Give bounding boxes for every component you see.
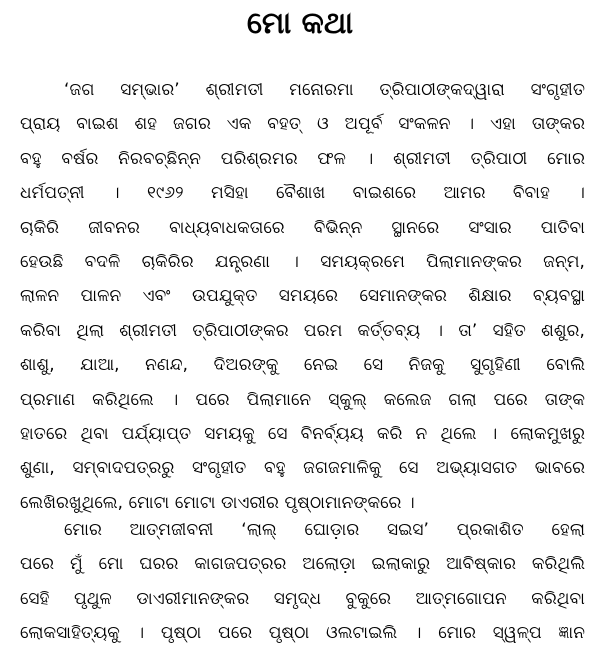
text-line: ଶୁଣା, ସମ୍ବାଦପତ୍ରରୁ ସଂଗୃହୀତ ବହୁ ଜଗଜମାଳିକୁ ସେ ଅଭ୍ୟାସଗତ ଭାବରେ — [20, 457, 585, 478]
text-line: ଲୋକସାହିତ୍ୟକୁ । ପୃଷ୍ଠା ପରେ ପୃଷ୍ଠା ଓଲଟାଇଲି । ମୋର ସ୍ୱଳ୍ପ ଜ୍ଞାନ — [20, 622, 585, 643]
text-line: ଲେଖିରଖୁଥିଲେ, ମୋଟା ମୋଟା ଡାଏରୀର ପୃଷ୍ଠାମାନଙ୍କରେ । — [20, 491, 415, 512]
text-line: ମୋର ଆତ୍ମଜୀବନୀ ‘ଲାଲ୍ ଘୋଡ଼ାର ସଇସ’ ପ୍ରକାଶିତ ହେଲା — [64, 519, 585, 539]
paragraph-1 — [20, 72, 585, 519]
text-line: ବହୁ ବର୍ଷର ନିରବଚ୍ଛିନ୍ନ ପରିଶ୍ରମର ଫଳ । ଶ୍ରୀମତୀ ତ୍ରିପାଠୀ ମୋର — [20, 147, 585, 168]
text-line: ପ୍ରମାଣ କରିଥିଲେ । ପରେ ପିଲାମାନେ ସ୍କୁଲ୍ କଲେଜ ଗଲା ପରେ ତାଙ୍କ — [20, 388, 585, 409]
text-line: ପରେ ମୁଁ ମୋ ଘରର କାଗଜପତ୍ରର ଅଲୋଡ଼ା ଇଲାକାରୁ ଆବିଷ୍କାର କରିଥିଲି — [20, 553, 585, 574]
text-line: ସେହି ପୃଥୁଳ ଡାଏରୀମାନଙ୍କର ସମୃଦ୍ଧ ବୁକୁରେ ଆତ୍ମଗୋପନ କରିଥିବା — [20, 587, 585, 608]
page-title: ମୋ କଥା — [246, 6, 354, 41]
text-line: ଲାଳନ ପାଳନ ଏବଂ ଉପଯୁକ୍ତ ସମୟରେ ସେମାନଙ୍କର ଶିକ୍ଷାର ବ୍ୟବସ୍ଥା — [20, 285, 585, 306]
paragraph-2 — [20, 512, 585, 650]
text-line: ପ୍ରାୟ ବାଇଶ ଶହ ଜଗର ଏକ ବହତ୍ ଓ ଅପୂର୍ବ ସଂକଳନ । ଏହା ତାଙ୍କର — [20, 113, 585, 134]
text-line: ହେଉଛି ବଦଳି ଚାକିରିର ଯନ୍ତ୍ରଣା । ସମୟକ୍ରମେ ପିଲାମାନଙ୍କର ଜନ୍ମ, — [20, 250, 585, 271]
text-line: ଧର୍ମପତ୍ନୀ । ୧୯୬୨ ମସିହା ବୈଶାଖ ବାଇଶରେ ଆମର ବିବାହ । — [20, 182, 585, 203]
text-line: ହାତରେ ଥିବା ପର୍ଯ୍ୟାପ୍ତ ସମୟକୁ ସେ ବିନର୍ବ୍ୟୟ କରି ନ ଥିଲେ । ଲୋକମୁଖରୁ — [20, 422, 585, 443]
text-line: ‘ଜଗ ସମ୍ଭାର’ ଶ୍ରୀମତୀ ମନୋରମା ତ୍ରିପାଠୀଙ୍କଦ୍ୱାରା ସଂଗୃହୀତ — [64, 79, 585, 99]
text-line: ଚାକିରି ଜୀବନର ବାଧ୍ୟବାଧକତାରେ ବିଭିନ୍ନ ସ୍ଥାନରେ ସଂସାର ପାତିବା — [20, 216, 585, 237]
text-line: ଶାଶୁ, ଯାଆ, ନଣନ୍ଦ, ଦିଅରଙ୍କୁ ନେଇ ସେ ନିଜକୁ ସୁଗୃହିଣୀ ବୋଲି — [20, 354, 585, 375]
text-line: କରିବା ଥିଲା ଶ୍ରୀମତୀ ତ୍ରିପାଠୀଙ୍କର ପରମ କର୍ତ୍ତବ୍ୟ । ତା’ ସହିତ ଶଶୁର, — [20, 319, 585, 340]
